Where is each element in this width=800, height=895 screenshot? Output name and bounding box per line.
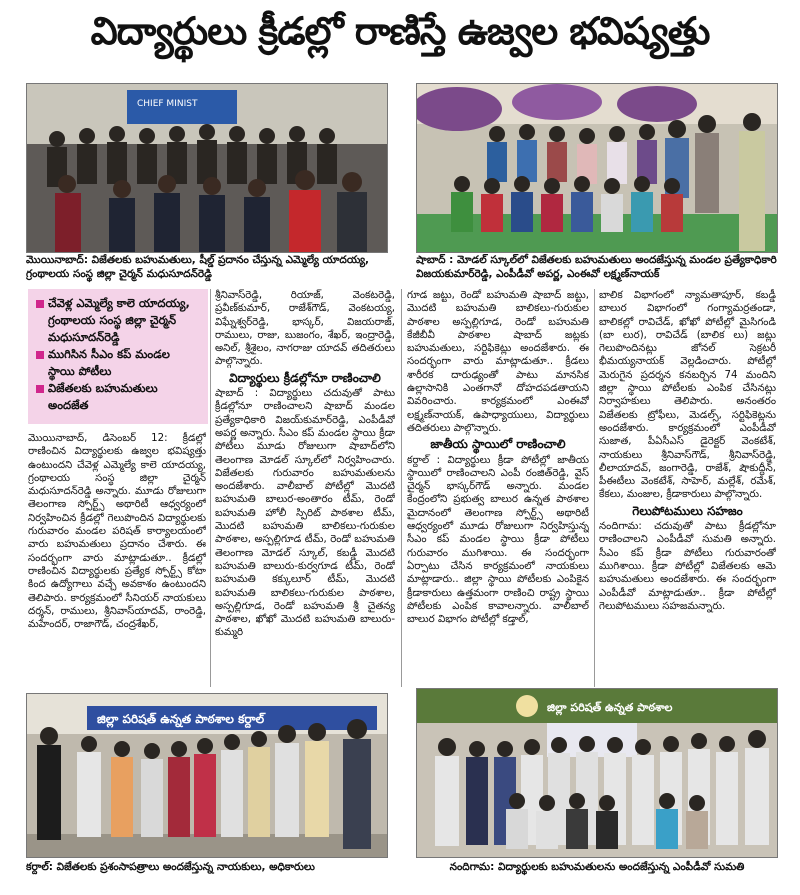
photo-kadthal <box>26 693 388 858</box>
photo-banner-text: జిల్లా పరిషత్ ఉన్నత పాఠశాల కర్దాల్ <box>97 712 265 726</box>
highlight-item: ముగిసిన సీఎం కప్ మండల స్థాయి పోటీలు <box>36 346 200 380</box>
caption-moinabad: మొయినాబాద్: విజేతలకు బహుమతులు, షీల్డ్ ప్రదానం చేస్తున్న ఎమ్మెల్యే యాదయ్య, గ్రంథాలయ సంస్థ జిల్లా చైర్మన్ మధుసూదన్‌రెడ్డి <box>26 254 369 280</box>
bullet-icon <box>36 351 44 359</box>
column-divider <box>594 289 595 687</box>
photo-banner-text: జిల్లా పరిషత్ ఉన్నత పాఠశాల <box>547 701 673 714</box>
subheading-nandigama: గెలుపోటములు సహజం <box>632 503 743 518</box>
highlight-item: చేవెళ్ల ఎమ్మెల్యే కాలె యాదయ్య, గ్రంథాలయ సంస్థ జిల్లా చైర్మన్ మధుసూదన్‌రెడ్డి <box>36 295 200 346</box>
photo-nandigama <box>416 688 778 858</box>
column-divider <box>401 289 402 687</box>
photo-banner-text: CHIEF MINIST <box>137 99 198 109</box>
caption-kadthal: కర్దాల్: విజేతలకు ప్రశంసాపత్రాలు అందజేస్తున్న నాయకులు, అధికారులు <box>26 861 315 873</box>
highlight-item: విజేతలకు బహుమతులు అందజేత <box>36 380 200 414</box>
bullet-icon <box>36 385 44 393</box>
subheading-kadthal: జాతీయ స్థాయిలో రాణించాలి <box>430 437 566 452</box>
caption-shabad: షాబాద్ : మోడల్ స్కూల్‌లో విజేతలకు బహుమతులు అందజేస్తున్న మండల ప్రత్యేకాధికారి విజయకుమార్‌రెడ్డి, ఎంపీడీవో అపర్ణ, ఎంఈవో లక్ష్మణ్‌నాయక్ <box>416 254 777 280</box>
column-divider <box>210 289 211 687</box>
photo-moinabad <box>26 83 388 253</box>
article-kadthal-text: గూడ జట్టు, రెండో బహుమతి షాబాద్ జట్టు, మొదటి బహుమతి బాలికలు-గురుకుల పాఠశాల అస్పల్లిగూడ, రెండో బహుమతి కేజీబీవీ పాఠశాల షాబాద్ జట్లకు బహుమతులు, సర్టిఫికెట్లు అందజేశారు. ఈ సందర్భంగా వారు మాట్లాడుతూ.. క్రీడలు శారీరక దారుఢ్యంతో పాటు మానసిక ఉల్లాసానికి ఎంతగానో దోహదపడతాయని వివరించారు. కార్యక్రమంలో ఎంఈవో లక్ష్మణ్‌నాయక్, ఉపాధ్యాయులు, విద్యార్థులు తదితరులు పాల్గొన్నారు. జాతీయ స్థాయిలో రాణించాలి కర్దాల్ : విద్యార్థులు క్రీడా పోటీల్లో జాతీయ స్థాయిలో రాణించాలని ఎంపీ రంజిత్‌రెడ్డి, వైస్ చైర్మన్ భాస్కర్‌గౌడ్ అన్నారు. మండల కేంద్రంలోని ప్రభుత్వ బాలుర ఉన్నత పాఠశాల మైదానంలో తెలంగాణ స్పోర్ట్స్ అథారిటీ ఆధ్వర్యంలో మూడు రోజులుగా నిర్వహిస్తున్న సీఎం కప్ మండల స్థాయి క్రీడా పోటీలు గురువారం ముగిశాయి. ఈ సందర్భంగా ఏర్పాటు చేసిన కార్యక్రమంలో నాయకులు మాట్లాడారు.. జిల్లా స్థాయి పోటీలకు ఎంపికైన క్రీడాకారులు ఉత్తమంగా రాణించి రాష్ట్ర స్థాయి పోటీలకు ఎంపిక కావాలన్నారు. వాలీబాల్ బాలుర విభాగం పోటీల్లో కడ్తాల్, <box>407 290 589 626</box>
highlights-box <box>28 289 208 424</box>
headline: విద్యార్థులు క్రీడల్లో రాణిస్తే ఉజ్వల భవిష్యత్తు <box>90 9 710 53</box>
article-shabad-text: శ్రీనివాస్‌రెడ్డి, రియాజ్, వెంకటరెడ్డి, ప్రవీణ్‌కుమార్, రాజేశ్‌గౌడ్, వెంకటయ్య, విఘ్నేశ్వర్‌రెడ్డి, భాస్కర్, విజయరాజ్, రాములు, రాజు, బుజంగం, శేఖర్, ఇంద్రారెడ్డి, అనిల్, శ్రీశైలం, నాగరాజు యాదవ్ తదితరులు పాల్గొన్నారు. విద్యార్థులు క్రీడల్లోనూ రాణించాలి షాబాద్ : విద్యార్థులు చదువుతో పాటు క్రీడల్లోనూ రాణించాలని షాబాద్ మండల ప్రత్యేకాధికారి విజయ్‌కుమార్‌రెడ్డి, ఎంపీడీవో అపర్ణ అన్నారు. సీఎం కప్ మండల స్థాయి క్రీడా పోటీలు మూడు రోజులుగా షాబాద్‌లోని తెలంగాణ మోడల్ స్కూల్‌లో నిర్వహించారు. విజేతలకు గురువారం బహుమతులను అందజేశారు. వాలీబాల్ పోటీల్లో మొదటి బహుమతి బాలుర-అంతారం టీమ్, రెండో బహుమతి హోలీ స్పిరిట్ పాఠశాల టీమ్, మొదటి బహుమతి బాలికలు-గురుకుల పాఠశాల, అస్పల్లిగూడ టీమ్, రెండో బహుమతి తెలంగాణ మోడల్ స్కూల్, కబడ్డీ మొదటి బహుమతి బాలురు-కుర్వగూడ టీమ్, రెండో బహుమతి కక్కులూర్ టీమ్, మొదటి బహుమతి బాలికలు-గురుకుల పాఠశాల, అస్పల్లిగూడ, రెండో బహుమతి శ్రీ చైతన్య పాఠశాల, ఖోఖో మొదటి బహుమతి బాలురు-కుమ్మరి <box>215 290 395 639</box>
subheading-shabad: విద్యార్థులు క్రీడల్లోనూ రాణించాలి <box>229 370 381 385</box>
article-moinabad-text: మొయినాబాద్, డిసెంబర్ 12: క్రీడల్లో రాణించిన విద్యార్థులకు ఉజ్వల భవిష్యత్తు ఉంటుందని చేవెళ్ల ఎమ్మెల్యే కాలె యాదయ్య, గ్రంథాలయ సంస్థ జిల్లా చైర్మన్ మధుసూదన్‌రెడ్డి అన్నారు. మూడు రోజులుగా తెలంగాణ స్పోర్ట్స్ అథారిటీ ఆధ్వర్యంలో నిర్వహించిన క్రీడల్లో గెలుపొందిన విద్యార్థులకు గురువారం మండల పరిషత్ కార్యాలయంలో వారు బహుమతులు ప్రదానం చేశారు. ఈ సందర్భంగా వారు మాట్లాడుతూ.. క్రీడల్లో రాణించిన విద్యార్థులకు ప్రత్యేక స్పోర్ట్స్ కోటా కింద ఉద్యోగాలు వచ్చే అవకాశం ఉంటుందని తెలిపారు. కార్యక్రమంలో సీనియర్ నాయకులు దర్శన్, రాములు, శ్రీనివాస్‌యాదవ్, రాంరెడ్డి, మహేందర్, రాజాగౌడ్, చంద్రశేఖర్, <box>28 433 206 631</box>
caption-nandigama: నందిగామ: విద్యార్థులకు బహుమతులను అందజేస్తున్న ఎంపీడీవో సుమతి <box>449 861 745 873</box>
bullet-icon <box>36 300 44 308</box>
photo-shabad <box>416 83 778 253</box>
article-nandigama-text: బాలిక విభాగంలో న్యామతాపూర్, కబడ్డీ బాలుర విభాగంలో గంగ్యామర్రతండా, బాలికల్లో రావిచేడ్, ఖోఖో పోటీల్లో మైసిగండి (బా లుర), రావిచేడ్ (బాలిక లు) జట్లు గెలుపొందినట్లు జోనల్ సెక్రటరీ భీమయ్యనాయక్ వెల్లడించారు. పోటీల్లో మెరుగైన ప్రదర్శన కనబర్చిన 74 మందిని జిల్లా స్థాయి పోటీలకు ఎంపిక చేసినట్లు నిర్వాహకులు తెలిపారు. అనంతరం విజేతలకు ట్రోఫీలు, మెడల్స్, సర్టిఫికెట్లను అందజేశారు. కార్యక్రమంలో ఎంపీడీవో సుజాత, పీఏసీఎస్ డైరెక్టర్ వెంకటేశ్, నాయకులు శ్రీనివాస్‌గౌడ్, శ్రీనివాస్‌రెడ్డి, లీలాయాదవ్, జంగారెడ్డి, రాజేశ్, షౌకుద్దీన్, పీఈటీలు వెంకటేశ్, సాహెర్, మల్లేశ్, రమేశ్, కేకలు, మంజుల, క్రీడాకారులు పాల్గొన్నారు. గెలుపోటములు సహజం నందిగామ: చదువుతో పాటు క్రీడల్లోనూ రాణించాలని ఎంపీడీవో సుమతి అన్నారు. సీఎం కప్ క్రీడా పోటీలు గురువారంతో ముగిశాయి. క్రీడా పోటీల్లో విజేతలకు ఆమె బహుమతులు అందజేశారు. ఈ సందర్భంగా ఎంపీడీవో మాట్లాడుతూ.. క్రీడా పోటీల్లో గెలుపోటములు సహజమన్నారు. <box>599 290 776 612</box>
